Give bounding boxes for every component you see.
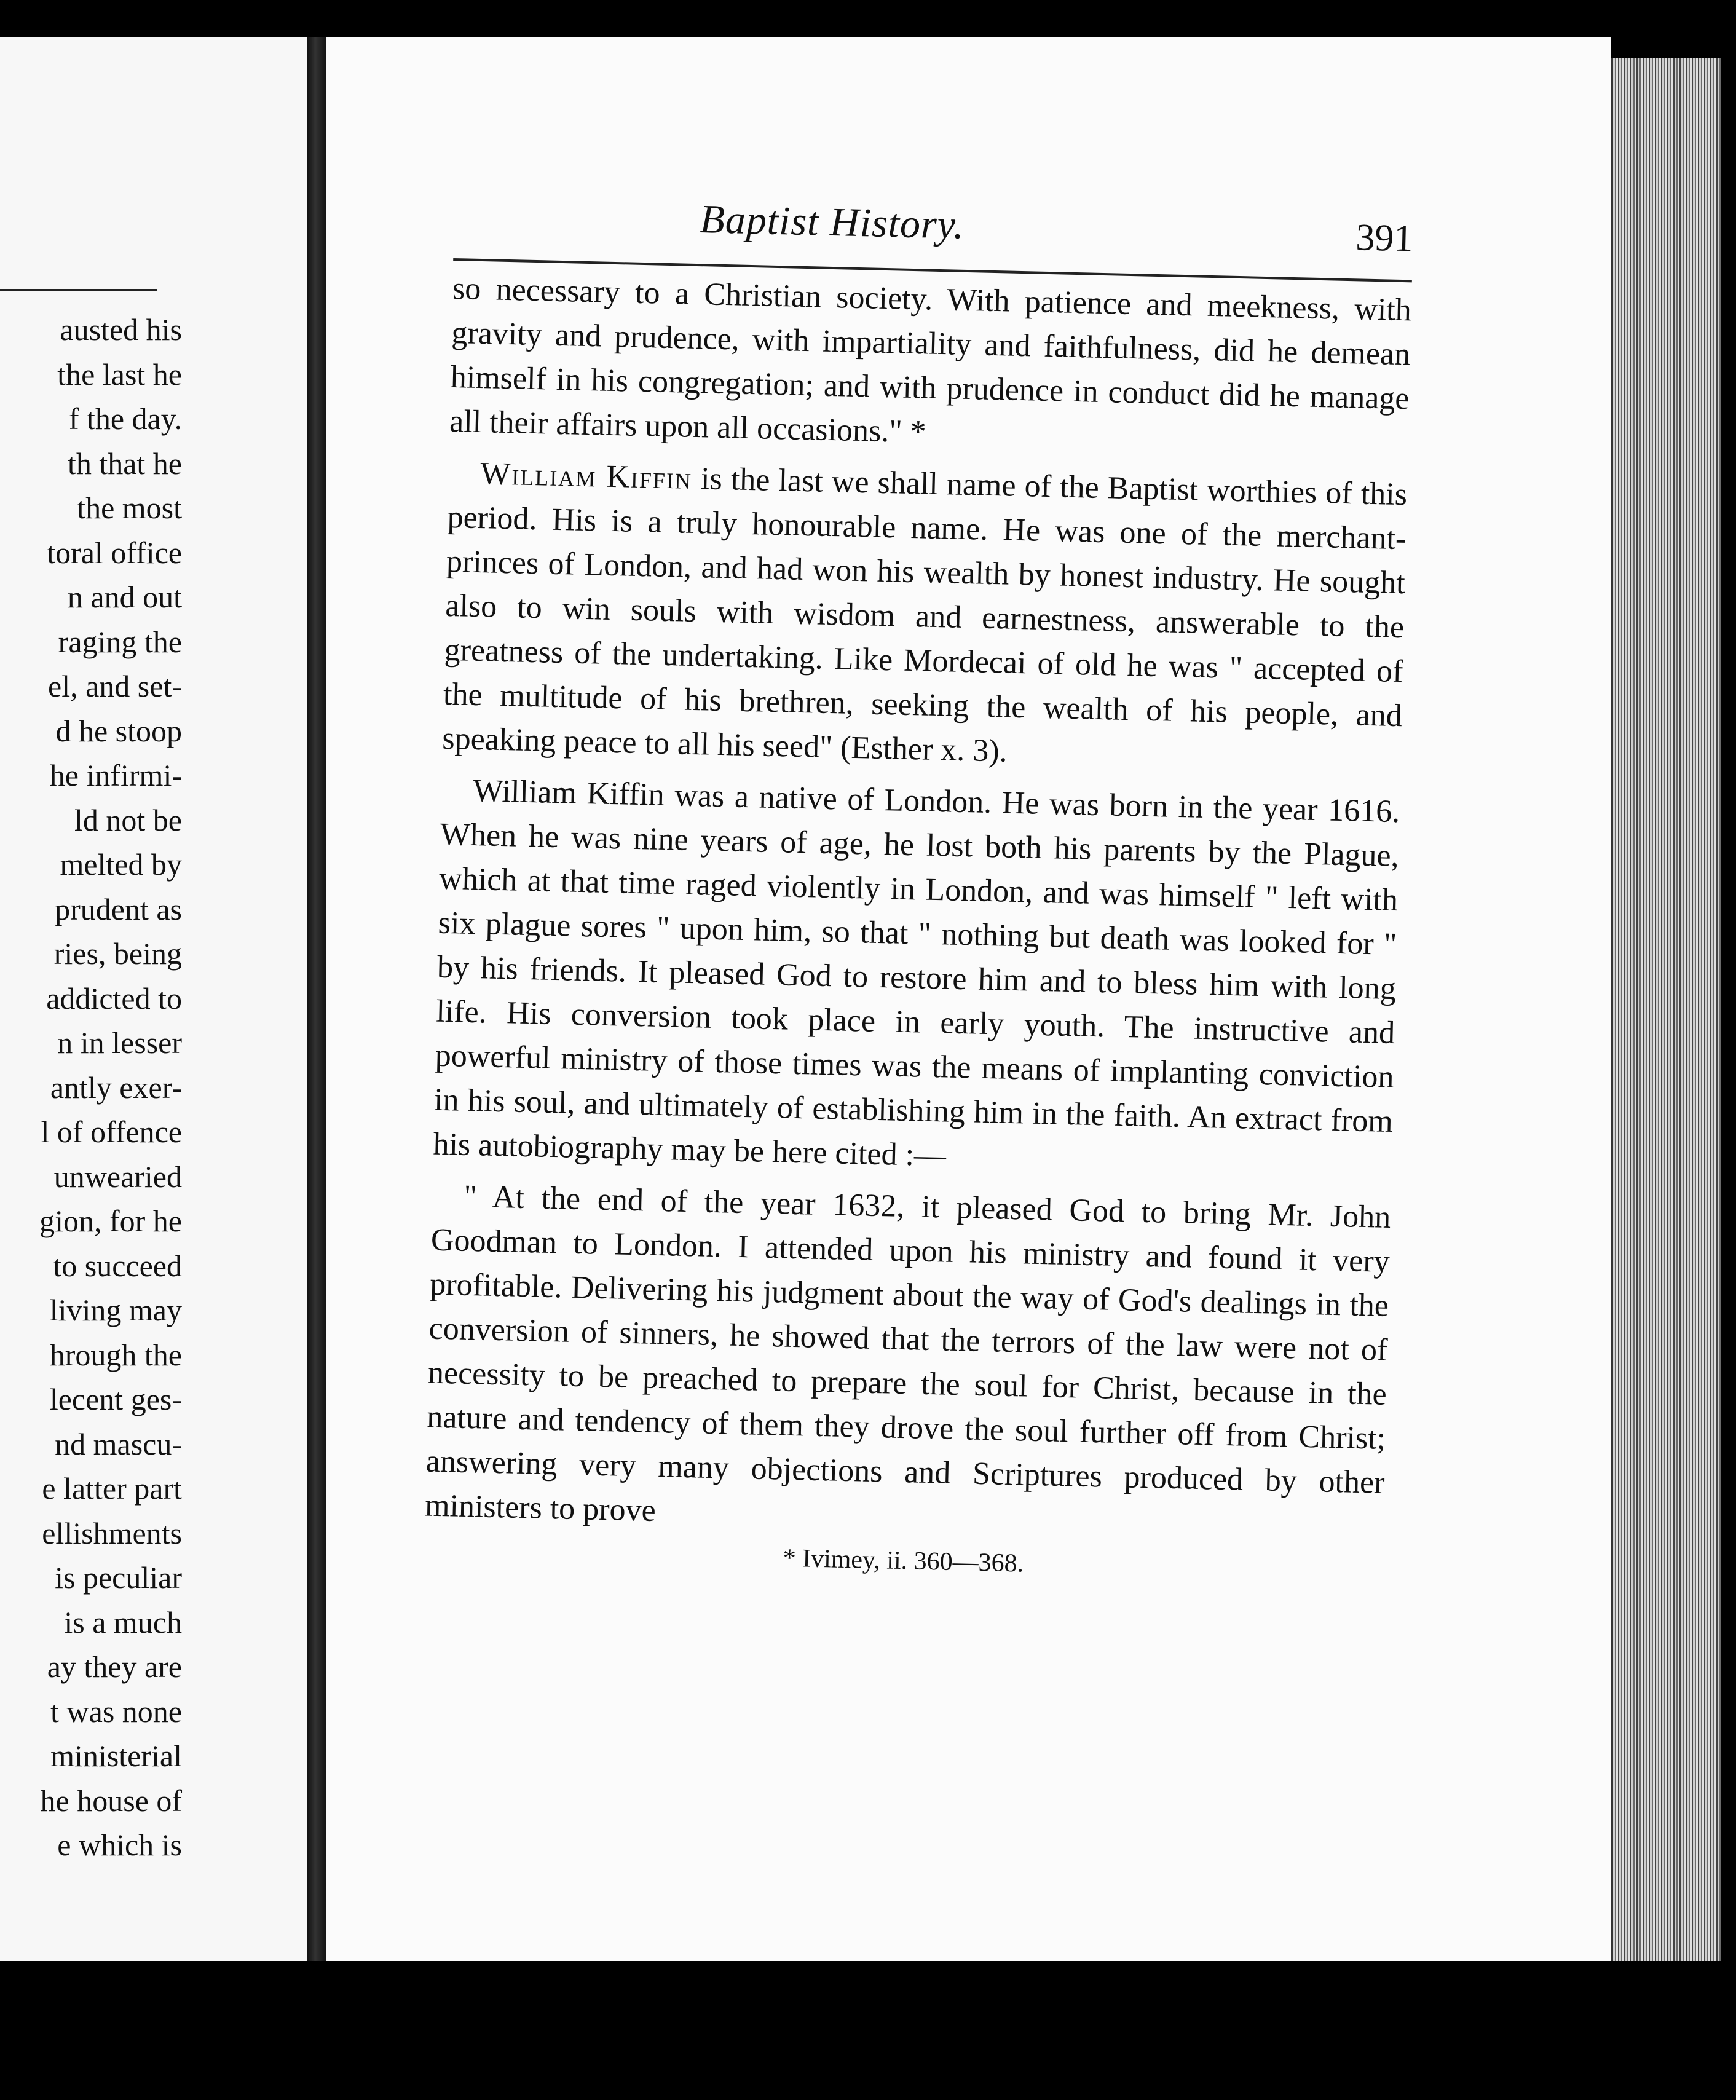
left-page-text — [0, 307, 182, 1868]
paragraph: William Kiffin was a native of London. He was born in the year 1616. When he was nine years of age, he lost both his parents by the Plague, which at that time raged violently in London, and was himself " left with six plague sores " upon him, so that " nothing but death was looked for " by his friends. It pleased God to restore him and to bless him with long life. His conversion took place in early youth. The instructive and powerful ministry of those times was the means of implanting conviction in his soul, and ultimately of establishing him in the faith. An extract from his autobiography may be here cited :— — [432, 773, 1400, 1174]
left-line: th that he — [67, 446, 182, 481]
left-line: nd mascu- — [55, 1426, 182, 1461]
left-line: toral office — [47, 535, 182, 570]
running-title: Baptist History. — [699, 197, 965, 248]
left-line: l of offence — [41, 1115, 182, 1149]
left-line: lecent ges- — [49, 1382, 182, 1416]
left-line: the last he — [57, 357, 182, 392]
paragraph-text: is the last we shall name of the Baptist worthies of this period. His is a truly honourable name. He was one of the merchant-princes of London, and had won his wealth by honest industry. He sought also to win souls with wisdom and earnestness, answerable to the greatness of the undertaking. Like Mordecai of old he was " accepted of the multitude of his brethren, seeking the wealth of his people, and speaking peace to all his seed" (Esther x. 3). — [441, 460, 1408, 769]
paragraph: so necessary to a Christian society. With patience and meekness, with gravity and prudence, with impartiality and faithfulness, did he demean himself in his congregation; and with prudence in conduct did he manage all their affairs upon all occasions." * — [449, 270, 1412, 450]
left-line: antly exer- — [50, 1070, 182, 1105]
left-line: el, and set- — [48, 669, 182, 703]
left-line: living may — [49, 1293, 182, 1327]
left-line: he house of — [40, 1783, 182, 1818]
left-line: n in lesser — [57, 1025, 182, 1060]
right-page-content — [424, 184, 1414, 1587]
left-line: melted by — [60, 847, 182, 882]
left-line: raging the — [58, 624, 182, 659]
left-line: t was none — [50, 1694, 182, 1729]
left-line: ellishments — [42, 1515, 182, 1550]
scan-border-bottom — [0, 1961, 1736, 2100]
paragraph: " At the end of the year 1632, it pleased God to bring Mr. John Goodman to London. I attended upon his ministry and found it very profitable. Delivering his judgment about the way of God's dealings in the conversion of sinners, he showed that the terrors of the law were not of necessity to be preached to prepare the soul for Christ, because in the nature and tendency of them they drove the soul further off from Christ; answering very many objections and Scriptures produced by other ministers to prove — [424, 1178, 1391, 1528]
footnote: * Ivimey, ii. 360—368. — [783, 1544, 1024, 1578]
left-line: n and out — [67, 580, 182, 614]
left-line: he infirmi- — [49, 758, 182, 792]
left-line: ministerial — [50, 1739, 182, 1773]
left-page — [0, 37, 307, 1961]
left-page-head-rule — [0, 289, 157, 291]
body-text — [424, 267, 1411, 1550]
left-line: ries, being — [53, 936, 182, 971]
left-line: ay they are — [47, 1649, 182, 1684]
paragraph — [442, 451, 1408, 783]
left-line: gion, for he — [39, 1204, 182, 1238]
left-line: f the day. — [68, 401, 182, 436]
left-line: is peculiar — [55, 1560, 182, 1595]
left-line: the most — [77, 491, 182, 525]
left-line: e latter part — [42, 1471, 182, 1506]
left-line: is a much — [64, 1605, 182, 1640]
left-line: to succeed — [53, 1248, 182, 1283]
book-page-edges — [1611, 58, 1721, 1964]
left-line: e which is — [57, 1828, 182, 1862]
book-gutter — [307, 37, 327, 1961]
left-line: austed his — [60, 312, 182, 347]
left-line: ld not be — [74, 802, 182, 837]
left-line: prudent as — [55, 891, 182, 926]
person-name: William Kiffin — [479, 456, 693, 496]
left-line: d he stoop — [55, 713, 182, 748]
left-line: unwearied — [53, 1159, 182, 1194]
page-number: 391 — [1355, 216, 1414, 260]
left-line: addicted to — [46, 981, 182, 1016]
left-line: hrough the — [49, 1337, 182, 1372]
